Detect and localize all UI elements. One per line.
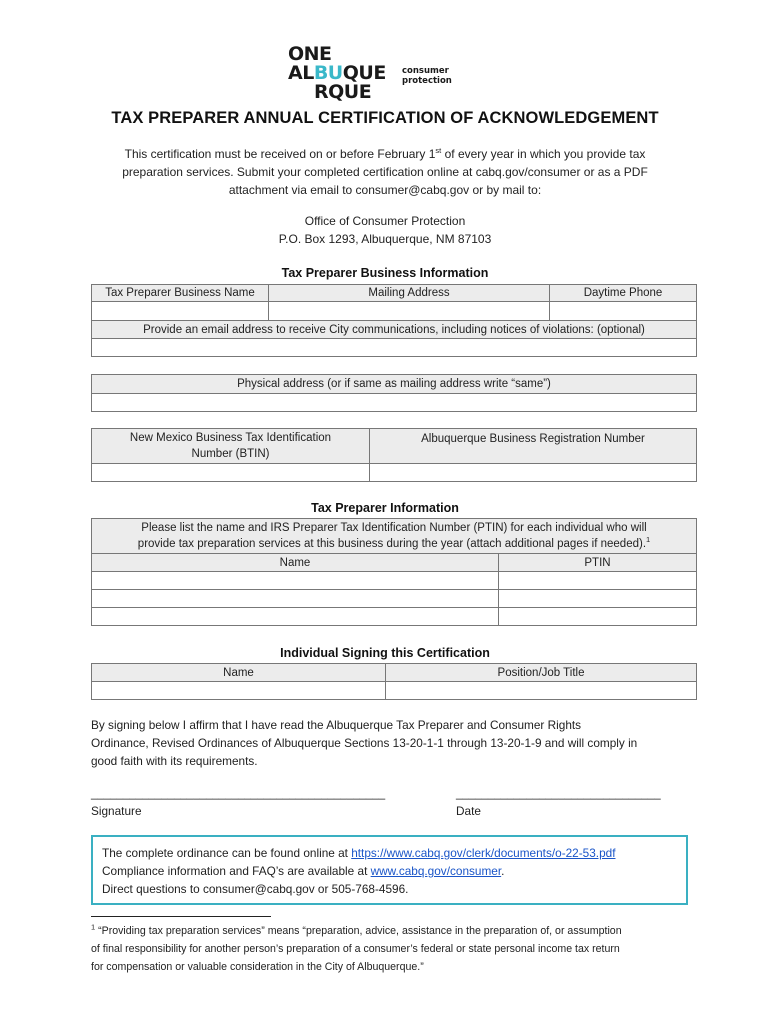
page-title: TAX PREPARER ANNUAL CERTIFICATION OF ACKNOWLEDGEMENT — [111, 109, 659, 127]
signing-heading: Individual Signing this Certification — [280, 646, 490, 660]
logo-line-albuque: ALBUQUE — [288, 62, 386, 84]
business-name-header: Tax Preparer Business Name — [91, 284, 269, 302]
signer-name-field[interactable] — [91, 681, 386, 700]
logo-line-rque: RQUE — [314, 81, 372, 103]
preparer-name-header: Name — [91, 553, 499, 572]
affirmation-paragraph: By signing below I affirm that I have read the Albuquerque Tax Preparer and Consumer Rights Ordinance, Revised Ordinances of Albuquerque Sections 13-20-1-1 through 13-20-1-9 and will comply in good faith with its requirements. — [91, 718, 638, 768]
business-name-field[interactable] — [91, 301, 269, 321]
ptin-field-3[interactable] — [498, 607, 697, 626]
ptin-instructions: Please list the name and IRS Preparer Tax Identification Number (PTIN) for each individual who will provide tax preparation services at this business during the year (attach additional pages if needed).$^1$ — [91, 518, 697, 554]
signer-title-header: Position/Job Title — [385, 663, 697, 682]
ordinance-link[interactable]: https://www.cabq.gov/clerk/documents/o-22-53.pdf — [351, 846, 616, 860]
registration-number-field[interactable] — [369, 463, 697, 482]
footnote-divider — [91, 916, 271, 917]
physical-address-header: Physical address (or if same as mailing address write “same”) — [91, 374, 697, 394]
signer-title-field[interactable] — [385, 681, 697, 700]
ptin-header: PTIN — [498, 553, 697, 572]
email-field[interactable] — [91, 338, 697, 357]
ptin-field-1[interactable] — [498, 571, 697, 590]
date-line[interactable]: ________________________________ — [456, 788, 661, 800]
registration-number-header: Albuquerque Business Registration Number — [369, 428, 697, 464]
preparer-name-field-1[interactable] — [91, 571, 499, 590]
preparer-name-field-2[interactable] — [91, 589, 499, 608]
footnote: $^1$ “Providing tax preparation services” means “preparation, advice, assistance in the preparation of, or assumption of final responsibility for another person’s preparation of a consumer’s federal or state personal income tax return for compensation or valuable consideration in the City of Albuquerque.” — [91, 922, 622, 973]
signature-label: Signature — [91, 804, 142, 818]
mailing-address-field[interactable] — [268, 301, 550, 321]
one-albuquerque-logo — [288, 45, 488, 103]
mailing-address-block: Office of Consumer Protection P.O. Box 1293, Albuquerque, NM 87103 — [278, 214, 492, 246]
business-info-heading: Tax Preparer Business Information — [281, 266, 489, 280]
signer-name-header: Name — [91, 663, 386, 682]
logo-line-one: ONE — [288, 43, 332, 65]
logo-tagline: consumer protection — [402, 66, 452, 86]
mailing-address-header: Mailing Address — [268, 284, 550, 302]
intro-paragraph: This certification must be received on or before February 1st of every year in which you provide tax preparation services. Submit your completed certification online at cabq.gov/consumer or as a PDF attachment via email to consumer@cabq.gov or by mail to: — [122, 146, 648, 197]
signature-line[interactable]: ______________________________________________ — [91, 788, 386, 800]
preparer-name-field-3[interactable] — [91, 607, 499, 626]
email-header: Provide an email address to receive City communications, including notices of violations: (optional) — [91, 320, 697, 339]
btin-header: New Mexico Business Tax Identification Number (BTIN) — [91, 428, 370, 464]
ordinance-info-box: The complete ordinance can be found online at https://www.cabq.gov/clerk/documents/o-22-53.pdf Compliance information and FAQ’s are available at www.cabq.gov/consumer. Direct questions to consumer@cabq.gov or 505-768-4596. — [91, 835, 688, 905]
daytime-phone-header: Daytime Phone — [549, 284, 697, 302]
physical-address-field[interactable] — [91, 393, 697, 412]
daytime-phone-field[interactable] — [549, 301, 697, 321]
ptin-field-2[interactable] — [498, 589, 697, 608]
preparer-info-heading: Tax Preparer Information — [311, 501, 459, 515]
consumer-page-link[interactable]: www.cabq.gov/consumer — [370, 864, 502, 878]
date-label: Date — [456, 804, 481, 818]
btin-field[interactable] — [91, 463, 370, 482]
